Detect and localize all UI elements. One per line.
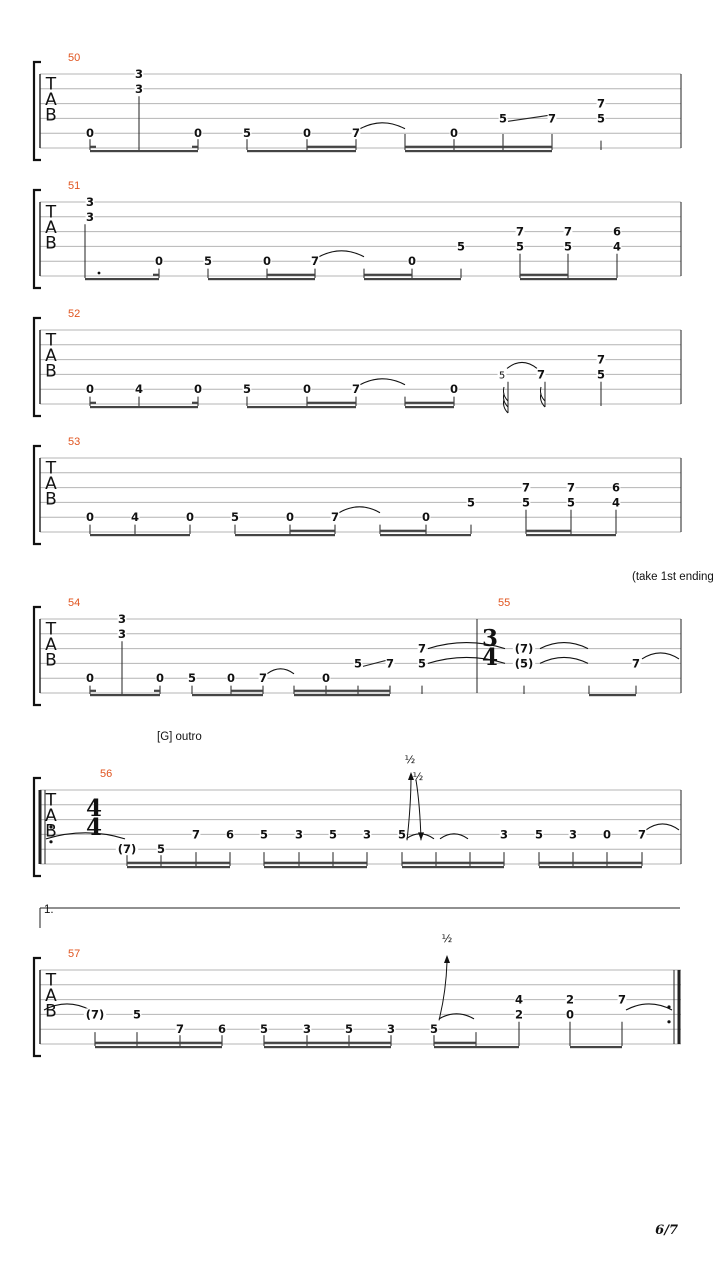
fret-number: 7 — [385, 656, 395, 671]
fret-number: 3 — [386, 1022, 396, 1037]
beam — [526, 534, 616, 536]
measure-number: 52 — [68, 308, 81, 320]
fret-number: 5 — [344, 1022, 354, 1037]
beam — [405, 402, 454, 404]
tab-clef-letter: A — [45, 218, 57, 239]
beam — [90, 534, 190, 536]
fret-number: 5 — [498, 370, 506, 382]
tab-clef-letter: B — [45, 233, 57, 254]
fret-number: 0 — [565, 1007, 575, 1022]
fret-number: 5 — [596, 111, 606, 126]
fret-number: 5 — [156, 842, 166, 857]
measure-number: 54 — [68, 597, 81, 609]
fret-number: 5 — [397, 827, 407, 842]
fret-number: 4 — [134, 382, 144, 397]
beam — [95, 1042, 222, 1044]
beam — [364, 274, 412, 276]
bend-amount-label: ½ — [441, 932, 453, 945]
tab-clef-letter: T — [45, 330, 57, 351]
beam — [264, 1042, 391, 1044]
fret-number: 0 — [262, 254, 272, 269]
tab-clef-letter: B — [45, 821, 57, 842]
beam — [127, 862, 230, 864]
page-number: 6/7 — [655, 1223, 678, 1238]
fret-number: 7 — [566, 480, 576, 495]
fret-number: 0 — [321, 671, 331, 686]
fret-number: 7 — [351, 382, 361, 397]
beam — [405, 406, 454, 408]
beam — [90, 690, 96, 692]
fret-number: 5 — [566, 495, 576, 510]
beam — [539, 862, 642, 864]
fret-number: 6 — [217, 1022, 227, 1037]
release-arrowhead — [418, 832, 424, 840]
fret-number: (5) — [514, 656, 534, 671]
fret-number: 0 — [193, 126, 203, 141]
fret-number: 7 — [536, 367, 546, 382]
fret-number: 3 — [294, 827, 304, 842]
tie-arc — [319, 251, 364, 257]
fret-number: 3 — [117, 626, 127, 641]
fret-number: 5 — [515, 239, 525, 254]
beam — [90, 146, 96, 148]
fret-number: 0 — [193, 382, 203, 397]
beam — [208, 278, 315, 280]
tab-clef-letter: T — [45, 970, 57, 991]
fret-number: 0 — [155, 671, 165, 686]
fret-number: 5 — [353, 656, 363, 671]
tab-clef-letter: B — [45, 361, 57, 382]
fret-number: 3 — [302, 1022, 312, 1037]
tie-arc — [360, 379, 405, 385]
fret-number: 0 — [285, 510, 295, 525]
beam — [434, 1046, 519, 1048]
beam — [153, 274, 159, 276]
beam — [539, 866, 642, 868]
fret-number: 0 — [154, 254, 164, 269]
fret-number: 5 — [456, 239, 466, 254]
beam — [192, 402, 198, 404]
fret-number: 7 — [310, 254, 320, 269]
beam — [520, 278, 617, 280]
fret-number: (7) — [85, 1007, 105, 1022]
beam — [307, 402, 356, 404]
fret-number: 3 — [362, 827, 372, 842]
fret-number: 5 — [429, 1022, 439, 1037]
beam — [192, 694, 263, 696]
fret-number: 3 — [499, 827, 509, 842]
fret-number: (7) — [117, 842, 137, 857]
fret-number: 7 — [563, 224, 573, 239]
beam — [90, 694, 160, 696]
bend-amount-label: ½ — [404, 753, 416, 766]
bend-arrowhead — [444, 955, 450, 963]
bend-arrow — [439, 962, 447, 1020]
time-signature-denominator: 4 — [481, 644, 499, 671]
fret-number: 7 — [330, 510, 340, 525]
fret-number: 5 — [466, 495, 476, 510]
beam — [364, 278, 461, 280]
beam — [380, 534, 471, 536]
fret-number: 0 — [449, 382, 459, 397]
fret-number: 0 — [85, 382, 95, 397]
fret-number: 3 — [134, 81, 144, 96]
fret-number: 5 — [596, 367, 606, 382]
fret-number: 5 — [259, 1022, 269, 1037]
tie-arc — [642, 653, 679, 659]
fret-number: 6 — [225, 827, 235, 842]
fret-number: 5 — [203, 254, 213, 269]
fret-number: 3 — [134, 67, 144, 81]
tab-clef-letter: A — [45, 986, 57, 1007]
fret-number: 4 — [514, 992, 524, 1007]
beam — [434, 1042, 476, 1044]
beam — [264, 866, 367, 868]
take-first-ending-note: (take 1st ending — [632, 571, 714, 583]
fret-number: 7 — [175, 1022, 185, 1037]
tab-clef-letter: A — [45, 346, 57, 367]
fret-number: 3 — [117, 612, 127, 626]
beam — [520, 274, 568, 276]
fret-number: 3 — [85, 209, 95, 224]
fret-number: 0 — [407, 254, 417, 269]
tie-arc — [540, 643, 588, 649]
tab-clef-letter: T — [45, 202, 57, 223]
bend-amount-label: ½ — [412, 770, 424, 783]
fret-number: 7 — [596, 96, 606, 111]
fret-number: 3 — [568, 827, 578, 842]
fret-number: 4 — [612, 239, 622, 254]
fret-number: 6 — [611, 480, 621, 495]
time-signature-numerator: 4 — [85, 795, 103, 822]
beam — [267, 274, 315, 276]
first-ending-label: 1. — [44, 904, 54, 916]
fret-number: 0 — [185, 510, 195, 525]
beam — [231, 690, 263, 692]
tab-clef-letter: B — [45, 105, 57, 126]
fret-number: 2 — [565, 992, 575, 1007]
beam — [290, 530, 335, 532]
fret-number: 5 — [328, 827, 338, 842]
fret-number: 5 — [259, 827, 269, 842]
tab-clef-letter: A — [45, 474, 57, 495]
fret-number: 7 — [637, 827, 647, 842]
repeat-dot — [667, 1020, 670, 1023]
tab-clef-letter: T — [45, 619, 57, 640]
beam — [570, 1046, 622, 1048]
fret-number: 5 — [521, 495, 531, 510]
fret-number: 7 — [596, 352, 606, 367]
fret-number: 7 — [417, 641, 427, 656]
measure-number: 55 — [498, 597, 511, 609]
fret-number: 7 — [521, 480, 531, 495]
beam — [264, 862, 367, 864]
beam — [247, 150, 356, 152]
tie-arc — [540, 657, 588, 663]
fret-number: 7 — [547, 111, 557, 126]
fret-number: 5 — [230, 510, 240, 525]
measure-number: 57 — [68, 948, 81, 960]
beam — [589, 694, 636, 696]
fret-number: 0 — [449, 126, 459, 141]
fret-number: 0 — [602, 827, 612, 842]
beam — [402, 862, 504, 864]
tab-clef-letter: A — [45, 806, 57, 827]
grace-flag — [504, 387, 509, 413]
time-signature-denominator: 4 — [85, 814, 103, 841]
fret-number: 0 — [226, 671, 236, 686]
tab-clef-letter: B — [45, 1001, 57, 1022]
beam — [127, 866, 230, 868]
fret-number: 7 — [258, 671, 268, 686]
fret-number: 5 — [132, 1007, 142, 1022]
fret-number: 7 — [515, 224, 525, 239]
beam — [247, 406, 356, 408]
fret-number: 0 — [302, 382, 312, 397]
measure-number: 56 — [100, 768, 113, 780]
beam — [154, 690, 160, 692]
fret-number: 4 — [130, 510, 140, 525]
beam — [526, 530, 571, 532]
beam — [405, 146, 552, 148]
bend-arrow — [407, 776, 411, 840]
fret-number: 6 — [612, 224, 622, 239]
fret-number: 0 — [85, 510, 95, 525]
fret-number: 0 — [421, 510, 431, 525]
beam — [90, 402, 96, 404]
beam — [90, 406, 198, 408]
measure-number: 51 — [68, 180, 81, 192]
fret-number: 3 — [85, 195, 95, 209]
tab-clef-letter: A — [45, 90, 57, 111]
fret-number: 5 — [498, 111, 508, 126]
fret-number: 0 — [302, 126, 312, 141]
measure-number: 50 — [68, 52, 81, 64]
beam — [405, 150, 552, 152]
fret-number: 2 — [514, 1007, 524, 1022]
release-arrow — [416, 780, 421, 840]
fret-number: 5 — [534, 827, 544, 842]
tie-arc — [360, 123, 405, 129]
fret-number: 5 — [187, 671, 197, 686]
tie-arc — [626, 1004, 672, 1010]
fret-number: 5 — [417, 656, 427, 671]
beam — [294, 694, 390, 696]
fret-number: 5 — [242, 126, 252, 141]
fret-number: 0 — [85, 126, 95, 141]
fret-number: 5 — [242, 382, 252, 397]
beam — [90, 150, 198, 152]
fret-number: 5 — [563, 239, 573, 254]
measure-number: 53 — [68, 436, 81, 448]
tie-arc — [339, 507, 380, 513]
fret-number: 7 — [191, 827, 201, 842]
beam — [402, 866, 504, 868]
section-label-outro: [G] outro — [157, 731, 202, 743]
fret-number: 0 — [85, 671, 95, 686]
beam — [235, 534, 335, 536]
beam — [307, 146, 356, 148]
beam — [294, 690, 390, 692]
beam — [264, 1046, 391, 1048]
beam — [380, 530, 426, 532]
tab-clef-letter: T — [45, 790, 57, 811]
fret-number: 7 — [351, 126, 361, 141]
dot — [98, 272, 101, 275]
tab-clef-letter: B — [45, 650, 57, 671]
tie-arc — [646, 824, 679, 830]
time-signature-numerator: 3 — [481, 625, 499, 652]
beam — [192, 146, 198, 148]
fret-number: 4 — [611, 495, 621, 510]
tab-clef-letter: A — [45, 635, 57, 656]
fret-number: 7 — [631, 656, 641, 671]
fret-number: 7 — [617, 992, 627, 1007]
tab-clef-letter: T — [45, 458, 57, 479]
tab-clef-letter: T — [45, 74, 57, 95]
tie-arc — [507, 362, 537, 368]
tab-clef-letter: B — [45, 489, 57, 510]
fret-number: (7) — [514, 641, 534, 656]
beam — [95, 1046, 222, 1048]
tie-arc — [267, 669, 294, 674]
beam — [85, 278, 159, 280]
